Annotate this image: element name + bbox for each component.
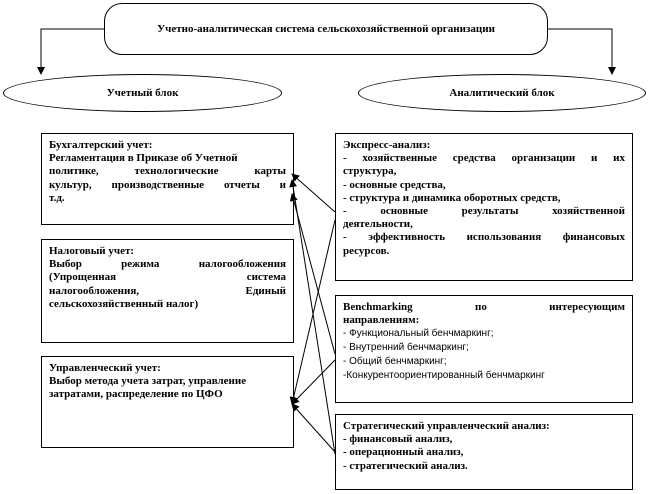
tax-box <box>41 239 294 343</box>
express-line: ресурсов. <box>343 244 390 257</box>
accounting-block-label: Учетный блок <box>106 87 179 99</box>
benchmarking-heading: направлениям: <box>343 314 420 327</box>
strategic-line: - операционный анализ, <box>343 446 464 459</box>
benchmarking-item: - Функциональный бенчмаркинг; <box>343 328 494 340</box>
express-line: - основные результаты хозяйственной <box>343 205 625 218</box>
express-line: - эффективность использования финансовых <box>343 231 625 244</box>
accounting-line: культур, производственные отчеты и <box>49 178 286 191</box>
arrow-strategic-to-management <box>292 404 335 452</box>
benchmarking-box <box>335 295 633 403</box>
express-analysis-box <box>335 133 633 281</box>
accounting-line: политике, технологические карты <box>49 165 286 178</box>
management-line: затратами, распределение по ЦФО <box>49 388 223 401</box>
system-title-box <box>104 3 548 55</box>
accounting-heading: Бухгалтерский учет: <box>49 139 153 151</box>
arrow-strategic-to-accounting <box>292 180 335 454</box>
benchmarking-heading: Benchmarking по интересующим <box>343 301 625 313</box>
analytical-block-ellipse <box>358 74 646 112</box>
arrow-benchmarking-to-accounting <box>292 194 335 354</box>
arrow-title-to-analytical <box>548 29 612 74</box>
benchmarking-item: - Внутренний бенчмаркинг; <box>343 342 469 354</box>
accounting-box <box>41 133 294 225</box>
analytical-block-label: Аналитический блок <box>449 87 555 99</box>
strategic-analysis-box <box>335 414 633 490</box>
accounting-block-ellipse <box>3 74 282 112</box>
express-line: - основные средства, <box>343 178 446 191</box>
arrow-express-to-management <box>292 220 335 404</box>
system-title: Учетно-аналитическая система сельскохозяйственной организации <box>157 23 495 35</box>
tax-line: сельскохозяйственный налог) <box>49 297 199 310</box>
tax-line: налогообложения, Единый <box>49 284 286 297</box>
management-heading: Управленческий учет: <box>49 362 161 374</box>
accounting-line: Регламентация в Приказе об Учетной <box>49 152 238 165</box>
express-line: - структура и динамика оборотных средств, <box>343 191 561 204</box>
benchmarking-item: - Общий бенчмаркинг; <box>343 356 447 367</box>
management-line: Выбор метода учета затрат, управление <box>49 375 247 388</box>
management-box <box>41 356 294 448</box>
express-line: деятельности, <box>343 218 413 231</box>
strategic-line: - финансовый анализ, <box>343 433 453 446</box>
tax-line: Выбор режима налогообложения <box>49 258 286 271</box>
arrow-title-to-accounting <box>41 29 104 74</box>
strategic-line: - стратегический анализ. <box>343 459 468 472</box>
benchmarking-item: -Конкурентоориентированный бенчмаркинг <box>343 369 545 381</box>
express-line: - хозяйственные средства организации и их <box>343 152 625 165</box>
express-line: структура, <box>343 165 397 178</box>
express-heading: Экспресс-анализ: <box>343 139 431 151</box>
accounting-line: т.д. <box>49 191 65 204</box>
arrow-express-to-accounting <box>292 174 335 212</box>
tax-heading: Налоговый учет: <box>49 245 135 257</box>
arrow-benchmarking-to-management <box>292 360 335 404</box>
strategic-heading: Стратегический управленческий анализ: <box>343 420 550 432</box>
tax-line: (Упрощенная система <box>49 271 286 284</box>
